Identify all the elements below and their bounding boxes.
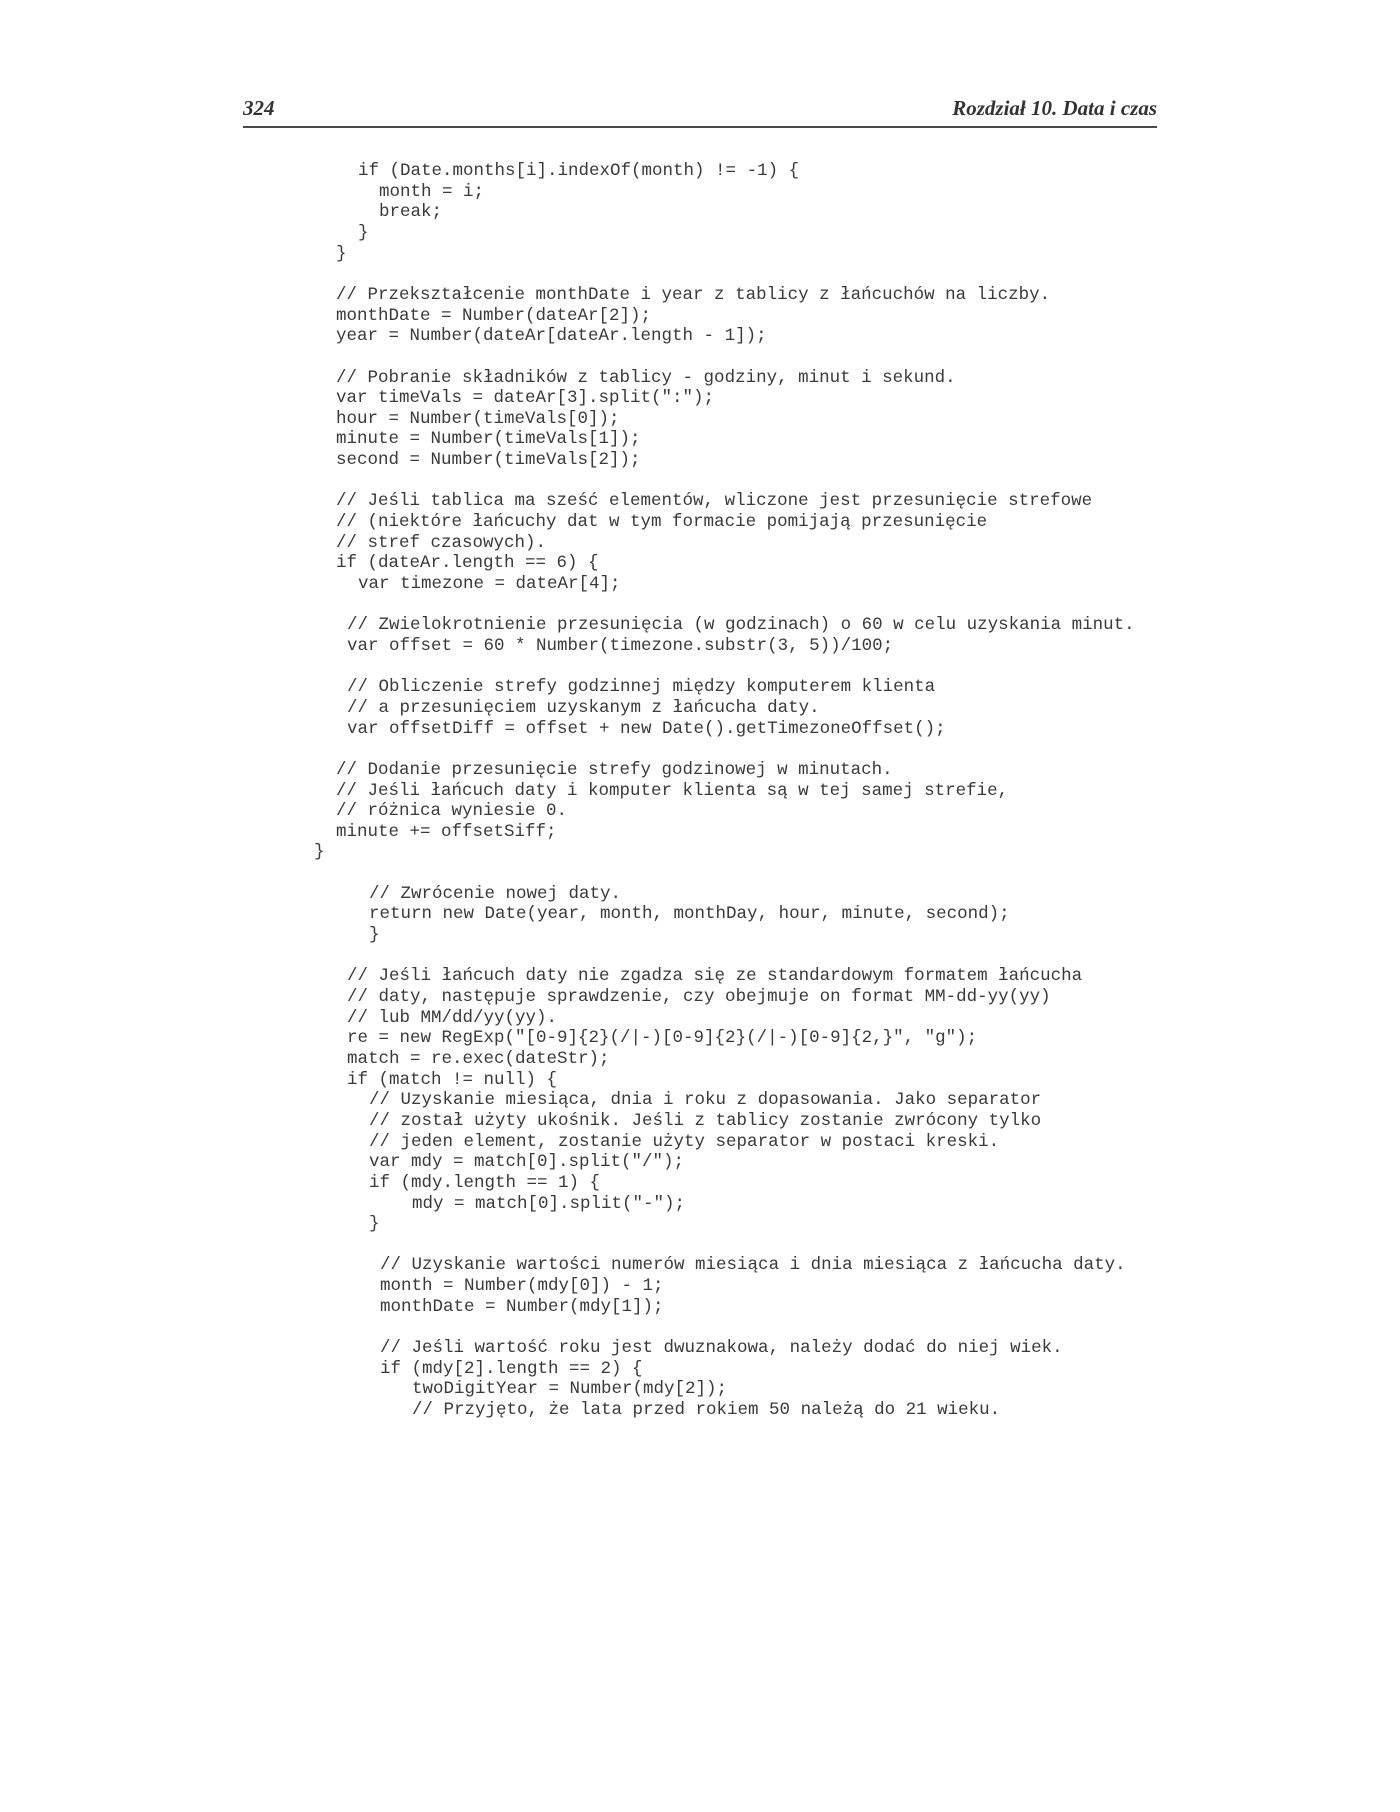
page-number: 324 xyxy=(243,96,275,120)
code-line: // a przesunięciem uzyskanym z łańcucha daty. xyxy=(347,697,820,718)
code-line: if (match != null) { xyxy=(347,1069,558,1090)
code-line: // Dodanie przesunięcie strefy godzinowej w minutach. xyxy=(336,759,893,780)
code-line: } xyxy=(358,222,369,243)
code-line: // Przekształcenie monthDate i year z tablicy z łańcuchów na liczby. xyxy=(336,284,1051,305)
code-line: mdy = match[0].split("-"); xyxy=(412,1193,686,1214)
code-line: // Uzyskanie wartości numerów miesiąca i dnia miesiąca z łańcucha daty. xyxy=(380,1255,1126,1276)
code-line: // lub MM/dd/yy(yy). xyxy=(347,1007,558,1028)
code-line: } xyxy=(369,1214,380,1235)
code-line: // różnica wyniesie 0. xyxy=(336,801,568,822)
code-line: var offsetDiff = offset + new Date().getTimezoneOffset(); xyxy=(347,718,946,739)
code-line: // Jeśli wartość roku jest dwuznakowa, należy dodać do niej wiek. xyxy=(380,1338,1063,1359)
page-header xyxy=(243,96,1157,128)
code-line: month = i; xyxy=(379,181,485,202)
code-line: if (mdy[2].length == 2) { xyxy=(380,1358,643,1379)
code-line: // (niektóre łańcuchy dat w tym formacie pomijają przesunięcie xyxy=(336,512,988,533)
code-line: month = Number(mdy[0]) - 1; xyxy=(380,1276,664,1297)
code-line: // Obliczenie strefy godzinnej między komputerem klienta xyxy=(347,677,936,698)
code-line: if (Date.months[i].indexOf(month) != -1) { xyxy=(358,161,800,181)
code-line: if (dateAr.length == 6) { xyxy=(336,553,599,574)
code-line: var mdy = match[0].split("/"); xyxy=(369,1152,685,1173)
code-line: // Pobranie składników z tablicy - godziny, minut i sekund. xyxy=(336,367,956,388)
code-line: minute = Number(timeVals[1]); xyxy=(336,429,641,450)
code-line: hour = Number(timeVals[0]); xyxy=(336,408,620,429)
code-line: twoDigitYear = Number(mdy[2]); xyxy=(412,1379,728,1400)
code-line: monthDate = Number(dateAr[2]); xyxy=(336,305,652,326)
code-line: // Jeśli łańcuch daty i komputer klienta są w tej samej strefie, xyxy=(336,780,1009,801)
code-line: return new Date(year, month, monthDay, hour, minute, second); xyxy=(369,904,1010,925)
code-line: // Jeśli łańcuch daty nie zgadza się ze standardowym formatem łańcucha xyxy=(347,966,1083,987)
code-line: var offset = 60 * Number(timezone.substr(3, 5))/100; xyxy=(347,635,894,656)
code-line: var timeVals = dateAr[3].split(":"); xyxy=(336,388,715,409)
code-line: match = re.exec(dateStr); xyxy=(347,1048,610,1069)
code-line: // został użyty ukośnik. Jeśli z tablicy zostanie zwrócony tylko xyxy=(369,1110,1042,1131)
code-line: minute += offsetSiff; xyxy=(336,821,557,842)
code-line: // Przyjęto, że lata przed rokiem 50 należą do 21 wieku. xyxy=(412,1400,1001,1420)
code-line: // Uzyskanie miesiąca, dnia i roku z dopasowania. Jako separator xyxy=(369,1090,1042,1111)
code-line: // stref czasowych). xyxy=(336,532,547,553)
code-line: // daty, następuje sprawdzenie, czy obejmuje on format MM-dd-yy(yy) xyxy=(347,987,1051,1007)
code-line: if (mdy.length == 1) { xyxy=(369,1172,601,1193)
code-line: } xyxy=(369,925,380,946)
code-line: break; xyxy=(379,202,443,223)
code-line: // Zwielokrotnienie przesunięcia (w godzinach) o 60 w celu uzyskania minut. xyxy=(347,615,1135,636)
code-line: second = Number(timeVals[2]); xyxy=(336,450,641,471)
code-line: year = Number(dateAr[dateAr.length - 1]); xyxy=(336,326,767,347)
code-line: } xyxy=(336,243,347,264)
code-line: re = new RegExp("[0-9]{2}(/|-)[0-9]{2}(/|-)[0-9]{2,}", "g"); xyxy=(347,1028,978,1049)
code-line: // Zwrócenie nowej daty. xyxy=(369,883,622,904)
code-line: var timezone = dateAr[4]; xyxy=(358,574,621,594)
code-line: } xyxy=(314,842,325,863)
code-line: monthDate = Number(mdy[1]); xyxy=(380,1296,664,1317)
chapter-title: Rozdział 10. Data i czas xyxy=(952,96,1157,120)
code-line: // Jeśli tablica ma sześć elementów, wliczone jest przesunięcie strefowe xyxy=(336,491,1093,512)
code-line: // jeden element, zostanie użyty separator w postaci kreski. xyxy=(369,1131,1000,1152)
